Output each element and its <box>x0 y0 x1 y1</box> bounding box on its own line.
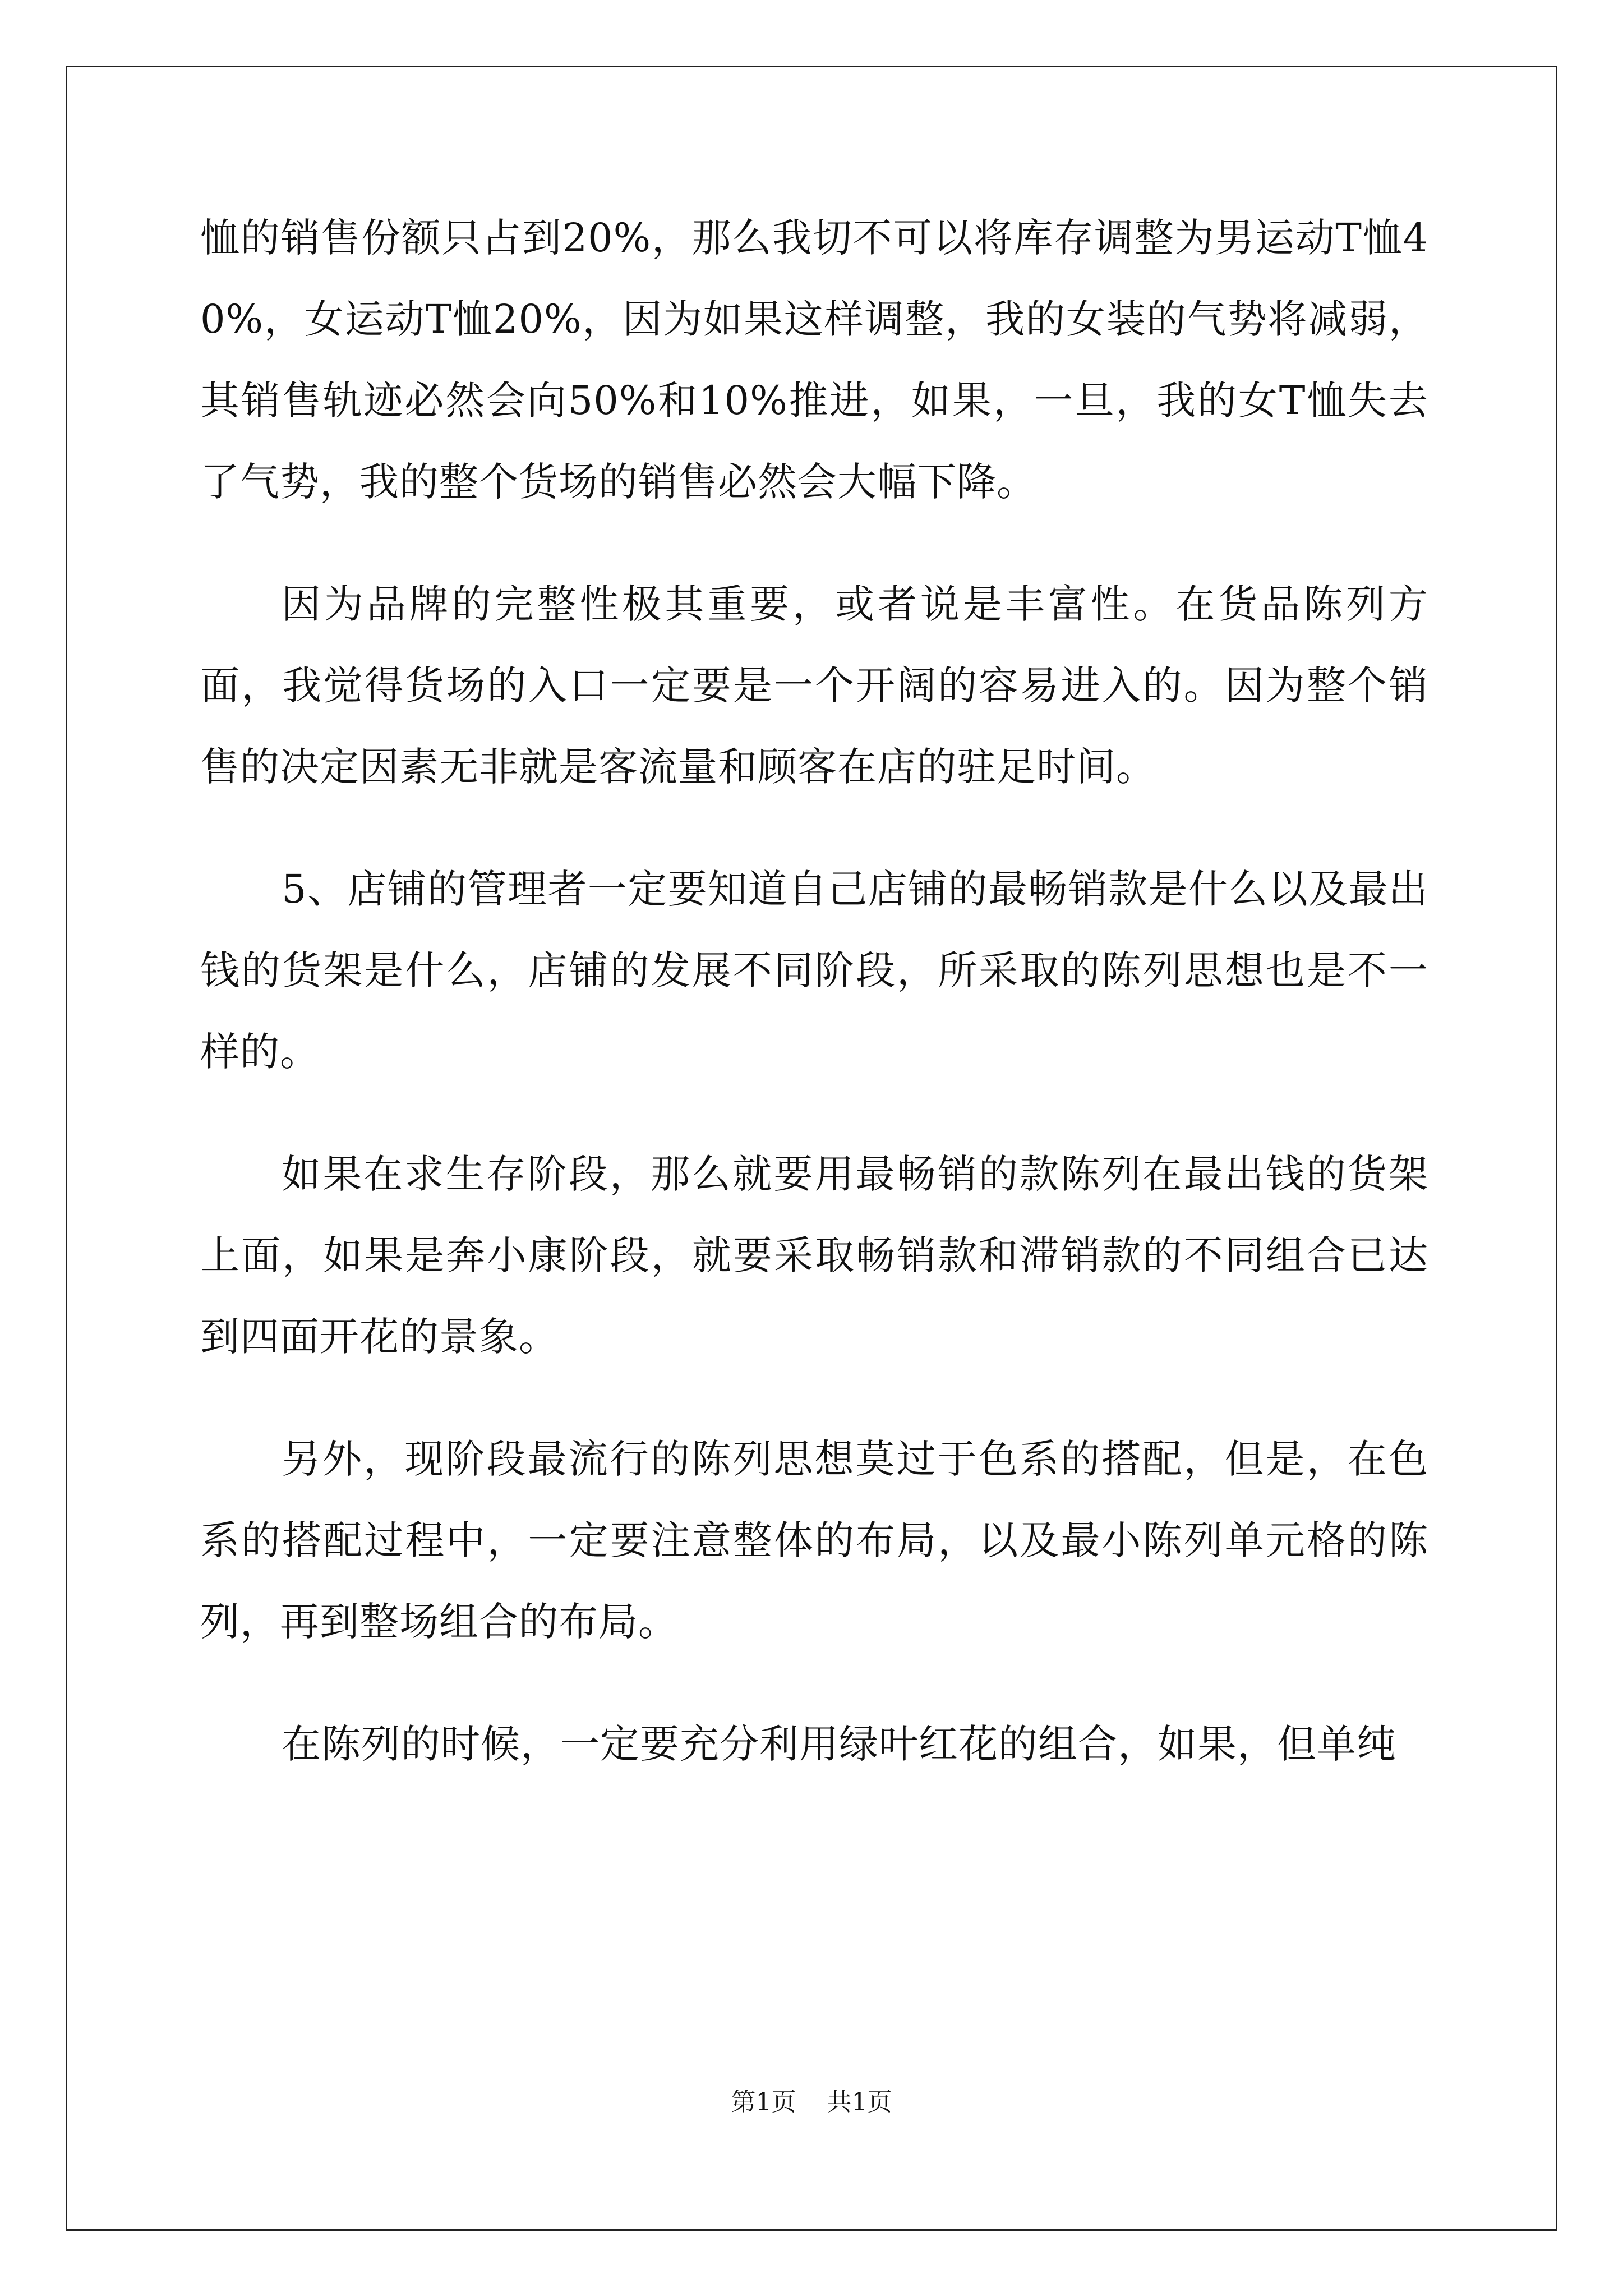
paragraph-3: 5、店铺的管理者一定要知道自己店铺的最畅销款是什么以及最出钱的货架是什么，店铺的发展不同阶段，所采取的陈列思想也是不一样的。 <box>200 866 1428 1075</box>
document-body <box>200 197 1428 1826</box>
paragraph-2: 因为品牌的完整性极其重要，或者说是丰富性。在货品陈列方面，我觉得货场的入口一定要是一个开阔的容易进入的。因为整个销售的决定因素无非就是客流量和顾客在店的驻足时间。 <box>200 581 1428 790</box>
paragraph-5: 另外，现阶段最流行的陈列思想莫过于色系的搭配，但是，在色系的搭配过程中，一定要注意整体的布局，以及最小陈列单元格的陈列，再到整场组合的布局。 <box>200 1436 1428 1645</box>
page-number-current: 第1页 <box>731 2088 796 2116</box>
paragraph-4: 如果在求生存阶段，那么就要用最畅销的款陈列在最出钱的货架上面，如果是奔小康阶段，就要采取畅销款和滞销款的不同组合已达到四面开花的景象。 <box>200 1151 1428 1360</box>
paragraph-6: 在陈列的时候，一定要充分利用绿叶红花的组合，如果，但单纯 <box>282 1721 1396 1767</box>
paragraph-1: 恤的销售份额只占到20%，那么我切不可以将库存调整为男运动T恤40%，女运动T恤20%，因为如果这样调整，我的女装的气势将减弱，其销售轨迹必然会向50%和10%推进，如果，一旦，我的女T恤失去了气势，我的整个货场的销售必然会大幅下降。 <box>200 215 1428 505</box>
page-footer <box>0 2086 1623 2119</box>
page-number-total: 共1页 <box>827 2088 892 2116</box>
